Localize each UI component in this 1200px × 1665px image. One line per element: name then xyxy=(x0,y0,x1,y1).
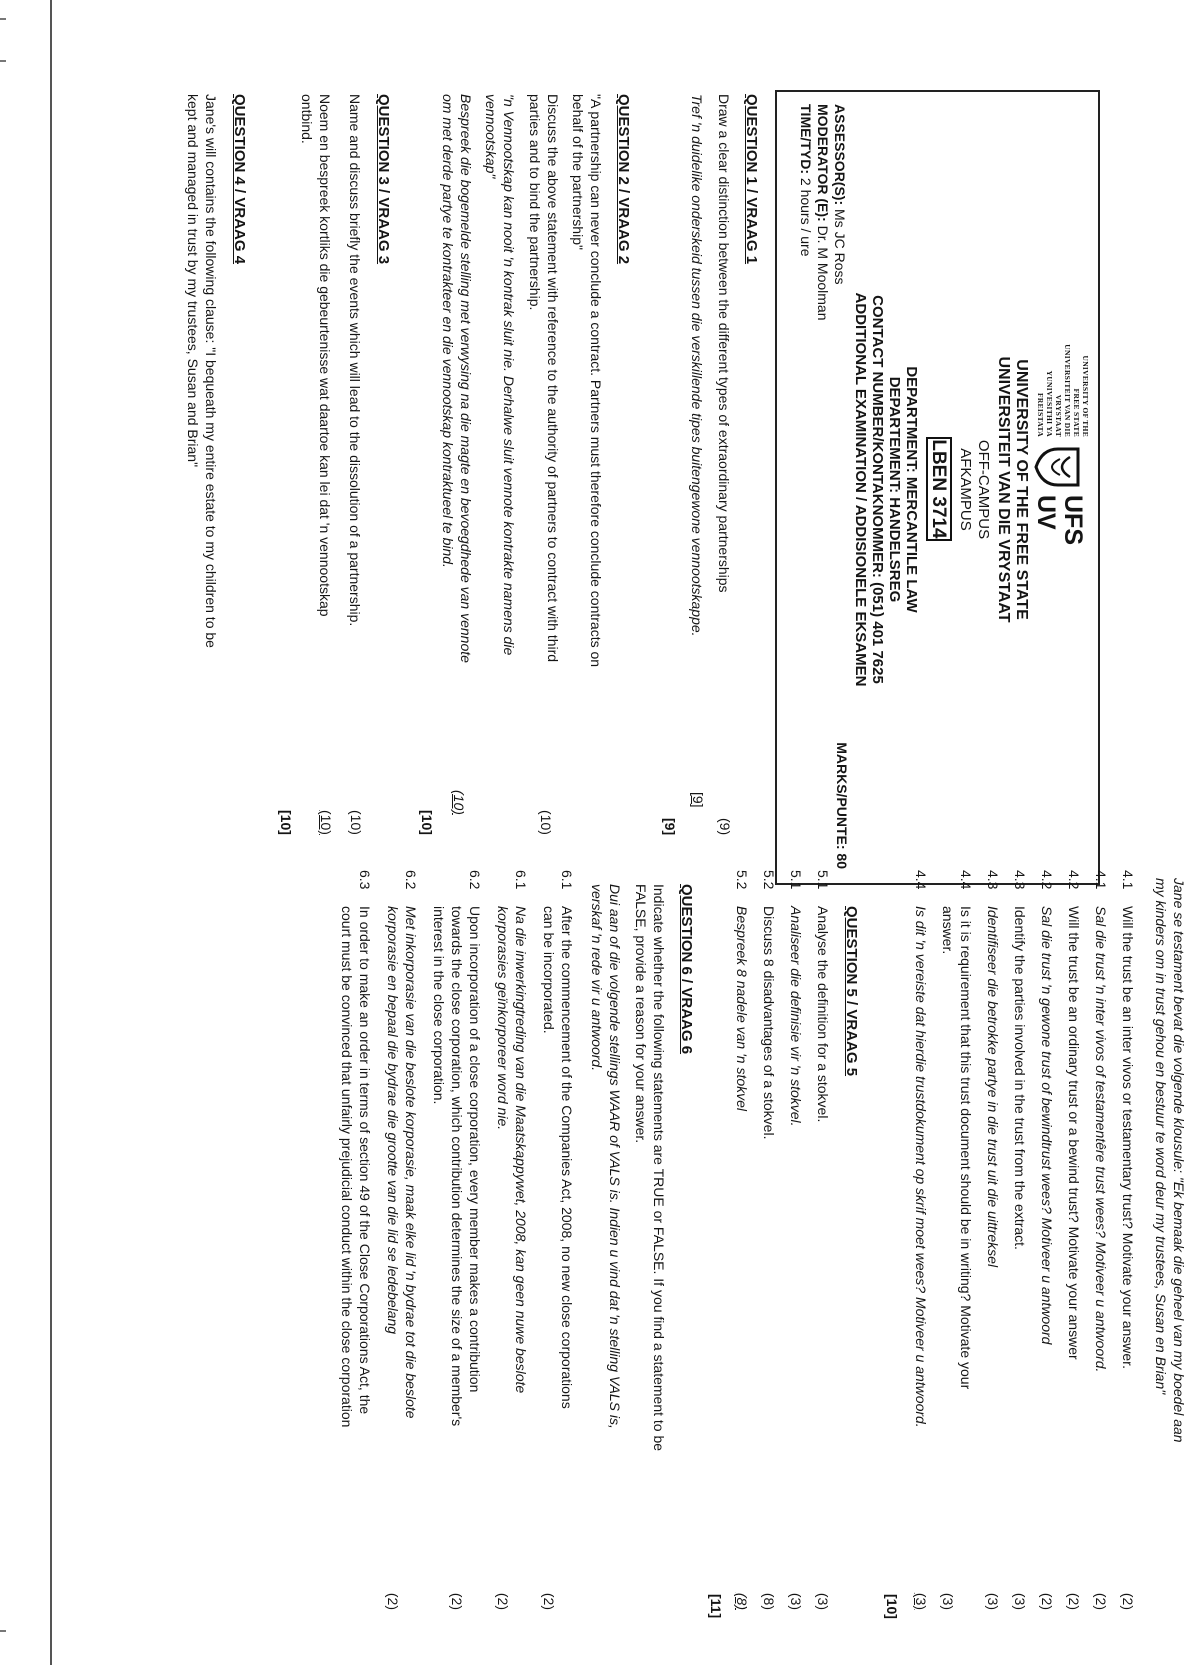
campus-en: OFF-CAMPUS xyxy=(975,439,992,540)
question-4-heading: QUESTION 4 / VRAAG 4 xyxy=(231,94,248,265)
question-5-total: [11] xyxy=(708,1594,724,1619)
question-3-text-af-1: Noem en bespreek kortliks die gebeurtenisse wat daartoe kan lei dat 'n vennootskap xyxy=(317,94,333,617)
department-af: DEPARTEMENT: HANDELSREG xyxy=(886,376,903,603)
exam-type: ADDITIONAL EXAMINATION / ADDISIONELE EKSAMEN xyxy=(852,292,869,687)
question-3-mark-af: (10) xyxy=(318,810,334,835)
logo-seal-text: UNIVERSITY OF THE FREE STATE UNIVERSITEIT VAN DIE VRYSTAAT YUNIVESITHI YA FREISTATA xyxy=(1036,344,1090,437)
question-2-total: [10] xyxy=(419,810,435,835)
question-6-intro-en-2: FALSE, provide a reason for your answer. xyxy=(633,884,649,1144)
question-2-text-af-2: om met derde partye te kontrakteer en die vennootskap kontraktueel te bind. xyxy=(440,94,456,568)
question-1-mark-en: (9) xyxy=(717,818,733,836)
question-6-intro-en-1: Indicate whether the following statements are TRUE or FALSE. If you find a statement to be xyxy=(651,884,667,1452)
right-column: Jane se testament bevat die volgende klousule: "Ek bemaak die geheel van my boedel aan my kinders om in trust gehou en bestuur te word deur my trustees, Susan en Brian" 4.1 Will the trust be an inter vivos or testamentary trust? Motivate your answer. (2) 4.1 Sal die trust 'n inter vivos of testamentêre trust wees? Motiveer u antwoord. (2) 4.2 Will the trust be an ordinary trust or a bewind trust? Motivate your answer (2) 4.2 Sal die trust 'n gewone trust of bewindtrust wees? Motiveer u antwoord (2) 4.3 Identify the parties involved in the trust from the extract. (3) 4.3 Identifiseer die betrokke partye in die trust uit die uittreksel (3) 4.4 Is it is requirement that this trust document should be in writing? Motivate your answer. (3) 4.4 Is dit 'n vereiste dat hierdie trustdokument op skrif moet wees? Motiveer u antwoord. (3) [10] QUESTION 5 / VRAAG 5 5.1 Analyse the definition for a stokvel. (3) 5.1 Analiseer die definisie vir 'n stokvel. (3) 5.2 Discuss 8 disadvantages of a stokvel. (8) 5.2 Bespreek 8 nadele van 'n stokvel (8) [11] QUESTION 6 / VRAAG 6 Indicate whether the following statements are TRUE or FALSE. If you find a statement to be FALSE, provide a reason for your answer. Dui aan of die volgende stellings WAAR of VALS is. Indien u vind dat 'n stelling VALS is, verskaf 'n rede vir u antwoord. 6.1 After the commencement of the Companies Act, 2008, no new close corporations can be incorporated. (2) 6.1 Na die inwerkingtreding van die Maatskappywet, 2008, kan geen nuwe beslote korporasies geïnkorporeer word nie. (2) 6.2 Upon incorporation of a close corporation, every member makes a contribution towards the close corporation, which contribution determines the size of a member's interest in the close corporation. (2) 6.2 Met inkorporasie van die beslote korporasie, maak elke lid 'n bydrae tot die beslote korporasie en bepaal die bydrae die grootte van die lid se ledebelang (2) 6.3 In order to make an order in terms of section 49 of the Close Corporations Act, the court must be convinced that unfairly prejudicial conduct within the close corporation xyxy=(0,870,1200,1630)
question-6-item: 6.2 Met inkorporasie van die beslote korporasie, maak elke lid 'n bydrae tot die beslote korporasie en bepaal die bydrae die grootte van die lid se ledebelang (2) xyxy=(385,870,419,1610)
question-6-item: 6.2 Upon incorporation of a close corporation, every member makes a contribution towards the close corporation, which contribution determines the size of a member's interest in the close corporation. (2) xyxy=(431,870,483,1610)
question-3-mark-en: (10) xyxy=(348,810,364,835)
question-1-heading: QUESTION 1 / VRAAG 1 xyxy=(743,94,760,265)
question-4-text-en-2: kept and managed in trust by my trustees, Susan and Brian" xyxy=(185,94,201,468)
question-3-heading: QUESTION 3 / VRAAG 3 xyxy=(375,94,392,265)
question-3-total: [10] xyxy=(278,810,294,835)
university-logo xyxy=(1028,327,1090,657)
question-1-mark-af: [9] xyxy=(690,792,706,808)
question-2-quote-en-1: "A partnership can never conclude a contract. Partners must therefore conclude contracts on xyxy=(588,94,604,668)
question-3-text-af-2: ontbind. xyxy=(299,94,315,144)
question-2-text-af-1: Bespreek die bogemelde stelling met verwysing na die magte en bevoegdhede van vennote xyxy=(458,94,474,663)
question-2-quote-af-2: vennootskap" xyxy=(483,94,499,179)
question-4-text-af-2: my kinders om in trust gehou en bestuur te word deur my trustees, Susan en Brian" xyxy=(1153,878,1169,1395)
university-name-en: UNIVERSITY OF THE FREE STATE xyxy=(1013,359,1030,620)
question-6-intro-af-1: Dui aan of die volgende stellings WAAR of VALS is. Indien u vind dat 'n stelling VALS is, xyxy=(607,884,623,1429)
question-6-item: 6.1 After the commencement of the Companies Act, 2008, no new close corporations can be incorporated. (2) xyxy=(541,870,575,1610)
question-2-text-en-2: parties and to bind the partnership. xyxy=(527,94,543,311)
question-5-heading: QUESTION 5 / VRAAG 5 xyxy=(843,906,860,1077)
contact-number: CONTACT NUMBER/KONTAKNOMMER: (051) 401 7625 xyxy=(869,295,886,684)
question-2-mark-en: (10) xyxy=(538,810,554,835)
moderator-row: MODERATOR (E): Dr. M Moolman xyxy=(815,104,831,321)
assessor-row: ASSESSOR(S): Ms JC Ross xyxy=(832,104,848,285)
question-2-quote-af-1: "n Vennootskap kan nooit 'n kontrak sluit nie. Derhalwe sluit vennote kontrakte namens die xyxy=(501,94,517,656)
question-6-item: 6.1 Na die inwerkingtreding van die Maatskappywet, 2008, kan geen nuwe beslote korporasies geïnkorporeer word nie. (2) xyxy=(495,870,529,1610)
question-1-total: [9] xyxy=(662,818,678,836)
question-1-text-en: Draw a clear distinction between the different types of extraordinary partnerships xyxy=(716,94,732,593)
exam-header-box xyxy=(775,90,1100,885)
question-4-total: [10] xyxy=(884,1594,900,1619)
question-1-text-af: Tref 'n duidelike onderskeid tussen die verskillende tipes buitengewone vennootskappe. xyxy=(689,94,705,637)
question-2-text-en-1: Discuss the above statement with reference to the authority of partners to contract with third xyxy=(545,94,561,663)
question-3-text-en: Name and discuss briefly the events which will lead to the dissolution of a partnership. xyxy=(347,94,363,627)
question-6-intro-af-2: verskaf 'n rede vir u antwoord. xyxy=(589,884,605,1072)
question-4-text-en-1: Jane's will contains the following clause: "I bequeath my entire estate to my children to be xyxy=(203,94,219,648)
campus-af: AFKAMPUS xyxy=(957,448,974,531)
question-6-heading: QUESTION 6 / VRAAG 6 xyxy=(678,884,695,1055)
question-2-heading: QUESTION 2 / VRAAG 2 xyxy=(615,94,632,265)
time-row: TIME/TYD: 2 hours / ure xyxy=(798,104,814,257)
question-2-mark-af: (10) xyxy=(451,790,467,815)
left-column xyxy=(0,80,1200,869)
question-4-item: 4.4 Is it is requirement that this trust document should be in writing? Motivate your answer. (3) xyxy=(940,870,974,1610)
question-6-item: 6.3 In order to make an order in terms of section 49 of the Close Corporations Act, the court must be convinced that unfairly prejudicial conduct within the close corporation xyxy=(339,870,373,1428)
logo-wordmark: UFS UV xyxy=(1032,495,1087,545)
question-4-text-af-1: Jane se testament bevat die volgende klousule: "Ek bemaak die geheel van my boedel aan xyxy=(1171,878,1187,1443)
department-en: DEPARTMENT: MERCANTILE LAW xyxy=(903,366,920,613)
marks-total: MARKS/PUNTE: 80 xyxy=(834,742,850,869)
university-name-af: UNIVERSITEIT VAN DIE VRYSTAAT xyxy=(995,356,1012,623)
module-code-box: LBEN 3714 xyxy=(926,437,952,541)
shield-crest-icon xyxy=(1034,445,1084,489)
question-2-quote-en-2: behalf of the partnership" xyxy=(570,94,586,250)
